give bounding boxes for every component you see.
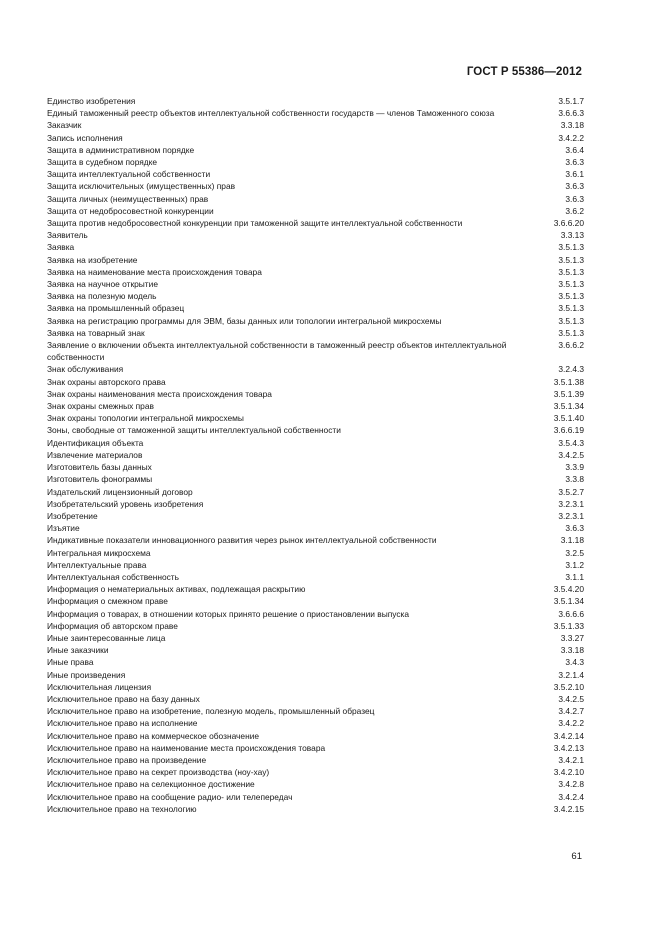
entry-term: Знак охраны топологии интегральной микросхемы bbox=[47, 413, 244, 424]
entry-reference: 3.6.2 bbox=[565, 205, 584, 216]
index-entry bbox=[47, 400, 584, 412]
entry-reference: 3.5.1.3 bbox=[558, 279, 584, 290]
entry-term: Заявка на товарный знак bbox=[47, 327, 145, 338]
index-entry bbox=[47, 290, 584, 302]
index-entry bbox=[47, 778, 584, 790]
index-entry bbox=[47, 608, 584, 620]
entry-reference: 3.3.18 bbox=[560, 120, 584, 131]
entry-term: Информация об авторском праве bbox=[47, 620, 178, 631]
entry-reference: 3.1.1 bbox=[565, 571, 584, 582]
index-entry bbox=[47, 266, 584, 278]
entry-reference: 3.4.2.4 bbox=[558, 791, 584, 802]
entry-reference: 3.6.6.6 bbox=[558, 608, 584, 619]
index-entry bbox=[47, 571, 584, 583]
entry-reference: 3.5.1.3 bbox=[558, 266, 584, 277]
entry-reference: 3.4.2.5 bbox=[558, 449, 584, 460]
entry-term: Знак охраны авторского права bbox=[47, 376, 166, 387]
index-entry bbox=[47, 132, 584, 144]
index-entry bbox=[47, 510, 584, 522]
index-entry bbox=[47, 583, 584, 595]
entry-term: Исключительное право на секрет производства (ноу-хау) bbox=[47, 767, 270, 778]
index-entry bbox=[47, 388, 584, 400]
index-entry bbox=[47, 95, 584, 107]
entry-term: Защита против недобросовестной конкуренции при таможенной защите интеллектуальной собственности bbox=[47, 218, 463, 229]
entry-term: Заявитель bbox=[47, 230, 88, 241]
index-entry bbox=[47, 315, 584, 327]
index-entry bbox=[47, 547, 584, 559]
page-number: 61 bbox=[571, 851, 582, 862]
entry-term: Информация о нематериальных активах, подлежащая раскрытию bbox=[47, 584, 306, 595]
entry-reference: 3.4.2.15 bbox=[553, 803, 584, 814]
index-entry bbox=[47, 302, 584, 314]
entry-reference: 3.4.2.8 bbox=[558, 779, 584, 790]
entry-reference: 3.5.4.3 bbox=[558, 437, 584, 448]
entry-reference: 3.4.2.7 bbox=[558, 706, 584, 717]
index-entry bbox=[47, 449, 584, 461]
entry-reference: 3.3.13 bbox=[560, 230, 584, 241]
entry-reference: 3.3.9 bbox=[565, 462, 584, 473]
entry-term: Заказчик bbox=[47, 120, 82, 131]
entry-term: Исключительное право на произведение bbox=[47, 754, 207, 765]
entry-term: Заявление о включении объекта интеллектуальной собственности в таможенный реестр объектов интеллектуальной собственности bbox=[47, 340, 507, 363]
entry-term: Индикативные показатели инновационного развития через рынок интеллектуальной собственности bbox=[47, 535, 437, 546]
entry-reference: 3.3.18 bbox=[560, 645, 584, 656]
entry-reference: 3.5.1.39 bbox=[553, 388, 584, 399]
index-entry bbox=[47, 339, 584, 363]
index-entry bbox=[47, 803, 584, 815]
entry-reference: 3.2.1.4 bbox=[558, 669, 584, 680]
entry-term: Изобретательский уровень изобретения bbox=[47, 498, 204, 509]
index-entry bbox=[47, 681, 584, 693]
entry-term: Защита от недобросовестной конкуренции bbox=[47, 205, 214, 216]
entry-term: Зоны, свободные от таможенной защиты интеллектуальной собственности bbox=[47, 425, 341, 436]
index-entry bbox=[47, 632, 584, 644]
entry-term: Изъятие bbox=[47, 523, 80, 534]
index-entry bbox=[47, 644, 584, 656]
entry-reference: 3.3.8 bbox=[565, 474, 584, 485]
index-entry bbox=[47, 559, 584, 571]
entry-term: Исключительное право на сообщение радио- или телепередач bbox=[47, 791, 293, 802]
entry-term: Интеллектуальные права bbox=[47, 559, 147, 570]
entry-term: Исключительное право на базу данных bbox=[47, 693, 200, 704]
index-entry bbox=[47, 461, 584, 473]
entry-reference: 3.4.2.1 bbox=[558, 754, 584, 765]
index-entry bbox=[47, 254, 584, 266]
entry-reference: 3.5.2.7 bbox=[558, 486, 584, 497]
entry-reference: 3.5.1.34 bbox=[553, 401, 584, 412]
index-entry bbox=[47, 437, 584, 449]
index-entry bbox=[47, 595, 584, 607]
index-entry bbox=[47, 107, 584, 119]
entry-term: Единство изобретения bbox=[47, 96, 136, 106]
entry-term: Изготовитель базы данных bbox=[47, 462, 152, 473]
index-entry bbox=[47, 156, 584, 168]
entry-term: Знак охраны смежных прав bbox=[47, 401, 154, 412]
entry-term: Иные заказчики bbox=[47, 645, 109, 656]
entry-reference: 3.6.3 bbox=[565, 181, 584, 192]
entry-term: Заявка на научное открытие bbox=[47, 279, 158, 290]
entry-term: Информация о смежном праве bbox=[47, 596, 168, 607]
entry-reference: 3.5.1.40 bbox=[553, 413, 584, 424]
entry-term: Исключительная лицензия bbox=[47, 681, 152, 692]
index-entry bbox=[47, 168, 584, 180]
entry-reference: 3.4.2.5 bbox=[558, 693, 584, 704]
index-entry bbox=[47, 730, 584, 742]
index-entry bbox=[47, 669, 584, 681]
document-header: ГОСТ Р 55386—2012 bbox=[466, 66, 582, 78]
entry-reference: 3.6.1 bbox=[565, 169, 584, 180]
entry-reference: 3.4.2.2 bbox=[558, 132, 584, 143]
entry-reference: 3.4.2.10 bbox=[553, 767, 584, 778]
entry-reference: 3.5.1.34 bbox=[553, 596, 584, 607]
index-entry bbox=[47, 424, 584, 436]
entry-reference: 3.2.4.3 bbox=[558, 364, 584, 375]
entry-term: Исключительное право на технологию bbox=[47, 803, 197, 814]
index-entry bbox=[47, 180, 584, 192]
entry-reference: 3.5.1.3 bbox=[558, 242, 584, 253]
index-entry bbox=[47, 412, 584, 424]
index-entry bbox=[47, 376, 584, 388]
entry-term: Исключительное право на селекционное достижение bbox=[47, 779, 255, 790]
index-entry bbox=[47, 229, 584, 241]
index-entry bbox=[47, 278, 584, 290]
entry-term: Идентификация объекта bbox=[47, 437, 144, 448]
entry-term: Заявка на изобретение bbox=[47, 254, 138, 265]
entry-term: Заявка на регистрацию программы для ЭВМ, базы данных или топологии интегральной микросхемы bbox=[47, 315, 442, 326]
index-entry bbox=[47, 486, 584, 498]
entry-reference: 3.5.1.33 bbox=[553, 620, 584, 631]
entry-term: Иные произведения bbox=[47, 669, 126, 680]
entry-term: Единый таможенный реестр объектов интеллектуальной собственности государств — членов Таможенного союза bbox=[47, 108, 495, 119]
entry-reference: 3.4.2.14 bbox=[553, 730, 584, 741]
entry-term: Заявка на наименование места происхождения товара bbox=[47, 266, 262, 277]
entry-term: Информация о товарах, в отношении которых принято решение о приостановлении выпуска bbox=[47, 608, 410, 619]
entry-reference: 3.5.1.3 bbox=[558, 291, 584, 302]
entry-reference: 3.6.6.20 bbox=[553, 218, 584, 229]
entry-term: Изготовитель фонограммы bbox=[47, 474, 153, 485]
index-entry bbox=[47, 205, 584, 217]
entry-term: Иные заинтересованные лица bbox=[47, 632, 166, 643]
entry-reference: 3.6.6.3 bbox=[558, 108, 584, 119]
index-entry bbox=[47, 363, 584, 375]
index-entry bbox=[47, 766, 584, 778]
entry-reference: 3.3.27 bbox=[560, 632, 584, 643]
entry-reference: 3.2.3.1 bbox=[558, 498, 584, 509]
entry-term: Извлечение материалов bbox=[47, 449, 143, 460]
entry-reference: 3.6.3 bbox=[565, 523, 584, 534]
index-entry bbox=[47, 119, 584, 131]
entry-reference: 3.1.2 bbox=[565, 559, 584, 570]
index-entry bbox=[47, 693, 584, 705]
entry-term: Исключительное право на наименование места происхождения товара bbox=[47, 742, 326, 753]
entry-reference: 3.5.2.10 bbox=[553, 681, 584, 692]
entry-term: Издательский лицензионный договор bbox=[47, 486, 193, 497]
entry-reference: 3.6.3 bbox=[565, 193, 584, 204]
entry-reference: 3.4.2.2 bbox=[558, 718, 584, 729]
entry-term: Иные права bbox=[47, 657, 94, 668]
entry-reference: 3.5.1.3 bbox=[558, 254, 584, 265]
index-entry bbox=[47, 473, 584, 485]
entry-term: Запись исполнения bbox=[47, 132, 123, 143]
index-entry bbox=[47, 522, 584, 534]
index-entry bbox=[47, 193, 584, 205]
entry-reference: 3.5.1.3 bbox=[558, 303, 584, 314]
entry-term: Защита интеллектуальной собственности bbox=[47, 169, 211, 180]
entry-term: Заявка bbox=[47, 242, 75, 253]
index-entry bbox=[47, 327, 584, 339]
entry-reference: 3.5.4.20 bbox=[553, 584, 584, 595]
entry-term: Заявка на полезную модель bbox=[47, 291, 157, 302]
index-entry bbox=[47, 217, 584, 229]
entry-reference: 3.6.3 bbox=[565, 157, 584, 168]
entry-reference: 3.5.1.38 bbox=[553, 376, 584, 387]
entry-term: Исключительное право на исполнение bbox=[47, 718, 198, 729]
entry-reference: 3.1.18 bbox=[560, 535, 584, 546]
entry-reference: 3.4.2.13 bbox=[553, 742, 584, 753]
index-entry bbox=[47, 241, 584, 253]
entry-term: Изобретение bbox=[47, 510, 98, 521]
index-entry bbox=[47, 620, 584, 632]
index-entry bbox=[47, 144, 584, 156]
entry-term: Исключительное право на изобретение, полезную модель, промышленный образец bbox=[47, 706, 375, 717]
index-entry bbox=[47, 742, 584, 754]
entry-term: Защита личных (неимущественных) прав bbox=[47, 193, 209, 204]
entry-term: Заявка на промышленный образец bbox=[47, 303, 185, 314]
entry-term: Защита в судебном порядке bbox=[47, 157, 158, 168]
index-entry bbox=[47, 534, 584, 546]
index-entry bbox=[47, 754, 584, 766]
entry-reference: 3.5.1.7 bbox=[558, 96, 584, 106]
entry-reference: 3.5.1.3 bbox=[558, 327, 584, 338]
entry-reference: 3.6.6.19 bbox=[553, 425, 584, 436]
entry-reference: 3.4.3 bbox=[565, 657, 584, 668]
entry-term: Интеллектуальная собственность bbox=[47, 571, 180, 582]
entry-reference: 3.6.6.2 bbox=[558, 340, 584, 351]
index-entry bbox=[47, 656, 584, 668]
entry-term: Исключительное право на коммерческое обозначение bbox=[47, 730, 260, 741]
entry-term: Знак охраны наименования места происхождения товара bbox=[47, 388, 272, 399]
entry-term: Защита исключительных (имущественных) прав bbox=[47, 181, 236, 192]
entry-term: Интегральная микросхема bbox=[47, 547, 151, 558]
index-entry bbox=[47, 705, 584, 717]
entry-reference: 3.5.1.3 bbox=[558, 315, 584, 326]
term-index bbox=[47, 95, 584, 815]
entry-reference: 3.6.4 bbox=[565, 144, 584, 155]
entry-reference: 3.2.5 bbox=[565, 547, 584, 558]
entry-term: Знак обслуживания bbox=[47, 364, 124, 375]
index-entry bbox=[47, 717, 584, 729]
entry-term: Защита в административном порядке bbox=[47, 144, 195, 155]
entry-reference: 3.2.3.1 bbox=[558, 510, 584, 521]
index-entry bbox=[47, 791, 584, 803]
index-entry bbox=[47, 498, 584, 510]
